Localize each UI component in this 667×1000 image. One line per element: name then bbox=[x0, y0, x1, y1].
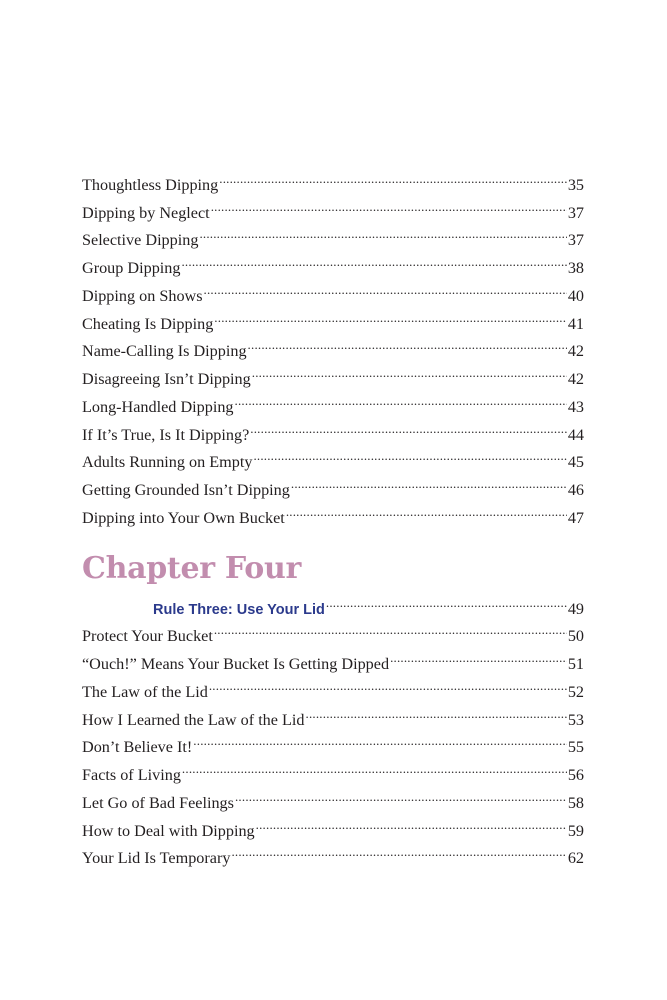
dot-leader bbox=[248, 329, 567, 357]
toc-entry[interactable] bbox=[82, 162, 584, 194]
dot-leader bbox=[219, 162, 567, 190]
toc-entry-page: 40 bbox=[567, 286, 584, 305]
toc-entry-page: 52 bbox=[567, 682, 584, 701]
toc-entry-title: Group Dipping bbox=[82, 259, 181, 277]
toc-entry-title: How to Deal with Dipping bbox=[82, 821, 255, 840]
toc-entry-title: Thoughtless Dipping bbox=[82, 175, 219, 194]
toc-entry-page: 45 bbox=[567, 453, 584, 472]
toc-entry-title: Dipping into Your Own Bucket bbox=[82, 508, 285, 527]
toc-entry-title: Let Go of Bad Feelings bbox=[82, 793, 234, 812]
toc-entry-page: 56 bbox=[567, 766, 584, 784]
toc-entry-page: 51 bbox=[567, 655, 584, 673]
toc-entry-page: 41 bbox=[567, 314, 584, 333]
toc-entry-page: 37 bbox=[567, 231, 584, 250]
dot-leader bbox=[211, 190, 567, 218]
toc-entry-title: Dipping by Neglect bbox=[82, 203, 210, 222]
toc-entry-title: If It’s True, Is It Dipping? bbox=[82, 425, 250, 444]
dot-leader bbox=[291, 467, 567, 495]
toc-entry-title: Don’t Believe It! bbox=[82, 738, 193, 757]
dot-leader bbox=[390, 641, 567, 669]
toc-entry-page: 44 bbox=[567, 425, 584, 444]
toc-entry-title: How I Learned the Law of the Lid bbox=[82, 710, 305, 729]
toc-entry-page: 37 bbox=[567, 203, 584, 222]
toc-entry-page: 49 bbox=[567, 599, 584, 618]
dot-leader bbox=[306, 697, 567, 725]
toc-entry-title: Facts of Living bbox=[82, 766, 181, 784]
dot-leader bbox=[231, 836, 566, 864]
dot-leader bbox=[250, 412, 567, 440]
toc-entry-page: 46 bbox=[567, 481, 584, 499]
dot-leader bbox=[181, 245, 566, 273]
dot-leader bbox=[214, 614, 567, 642]
dot-leader bbox=[253, 440, 566, 468]
toc-entry-page: 50 bbox=[567, 627, 584, 646]
dot-leader bbox=[252, 356, 567, 384]
chapter-heading: Chapter Four bbox=[82, 550, 301, 586]
toc-entry-title: Dipping on Shows bbox=[82, 286, 203, 305]
toc-entry-page: 47 bbox=[567, 508, 584, 527]
toc-entry-title: Disagreeing Isn’t Dipping bbox=[82, 370, 251, 388]
toc-entry-title: Protect Your Bucket bbox=[82, 627, 213, 646]
dot-leader bbox=[256, 808, 567, 836]
toc-entry-page: 53 bbox=[567, 710, 584, 729]
dot-leader bbox=[199, 218, 566, 246]
toc-entry-title: Name-Calling Is Dipping bbox=[82, 342, 247, 361]
toc-entry-title: Adults Running on Empty bbox=[82, 453, 253, 472]
dot-leader bbox=[286, 495, 567, 523]
toc-entry-page: 38 bbox=[567, 259, 584, 277]
toc-entry-page: 43 bbox=[567, 397, 584, 416]
dot-leader bbox=[182, 752, 567, 780]
dot-leader bbox=[235, 384, 567, 412]
dot-leader bbox=[193, 725, 567, 753]
table-of-contents bbox=[82, 162, 584, 868]
toc-entry-title: Long-Handled Dipping bbox=[82, 397, 234, 416]
toc-entry-page: 42 bbox=[567, 342, 584, 361]
toc-entry-page: 58 bbox=[567, 793, 584, 812]
dot-leader bbox=[209, 669, 567, 697]
toc-entry-title: “Ouch!” Means Your Bucket Is Getting Dipped bbox=[82, 655, 390, 673]
toc-entry-title: Rule Three: Use Your Lid bbox=[153, 601, 325, 618]
toc-entry-title: Cheating Is Dipping bbox=[82, 314, 214, 333]
toc-section-chapter-four bbox=[82, 614, 584, 868]
toc-entry-rule[interactable] bbox=[82, 586, 584, 618]
toc-entry-title: Getting Grounded Isn’t Dipping bbox=[82, 481, 290, 499]
toc-entry-title: The Law of the Lid bbox=[82, 682, 208, 701]
toc-entry-title: Your Lid Is Temporary bbox=[82, 849, 231, 868]
toc-entry-page: 62 bbox=[567, 849, 584, 868]
toc-entry-page: 42 bbox=[567, 370, 584, 388]
toc-section-chapter-three bbox=[82, 162, 584, 527]
dot-leader bbox=[214, 301, 567, 329]
toc-entry-page: 59 bbox=[567, 821, 584, 840]
toc-entry-page: 55 bbox=[567, 738, 584, 757]
dot-leader bbox=[326, 586, 567, 614]
dot-leader bbox=[235, 780, 567, 808]
dot-leader bbox=[204, 273, 567, 301]
toc-entry-page: 35 bbox=[567, 175, 584, 194]
toc-entry-title: Selective Dipping bbox=[82, 231, 199, 250]
